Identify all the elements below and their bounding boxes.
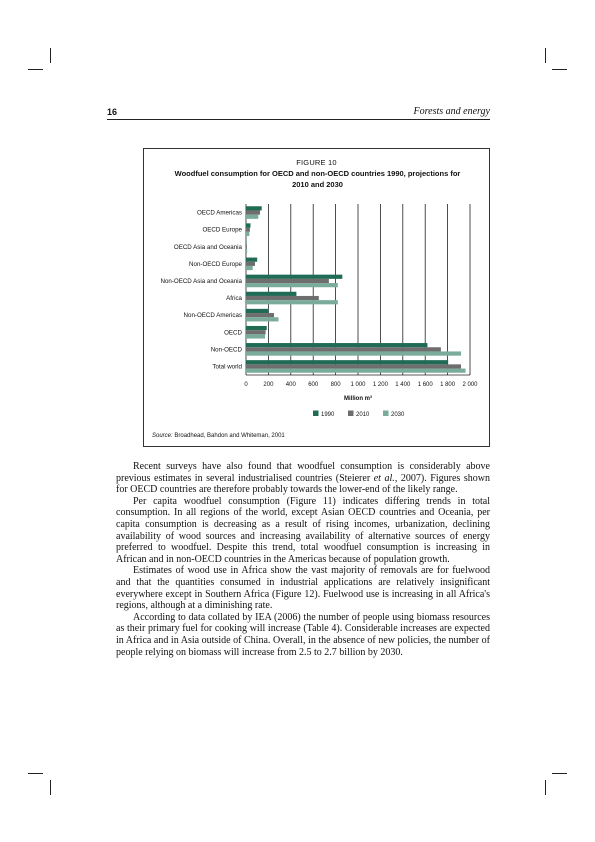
crop-mark-bottom-right-v — [545, 780, 546, 795]
bar-2030 — [246, 334, 265, 338]
x-tick-label: 1 200 — [372, 382, 388, 388]
x-tick-label: 1 400 — [395, 382, 411, 388]
x-tick-label: 600 — [308, 382, 319, 388]
category-label: Non-OECD Asia and Oceania — [160, 277, 242, 285]
category-label: Total world — [212, 363, 242, 371]
crop-mark-bottom-left-v — [50, 780, 51, 795]
bar-2010 — [246, 364, 461, 368]
x-tick-label: 200 — [263, 382, 274, 388]
x-tick-label: 1 600 — [417, 382, 433, 388]
bar-2010 — [246, 279, 329, 283]
figure-source-label: Source: — [152, 433, 173, 439]
bar-2010 — [246, 296, 319, 300]
category-label: OECD Asia and Oceania — [173, 243, 242, 251]
x-tick-label: 1 800 — [440, 382, 456, 388]
running-title: Forests and energy — [413, 106, 490, 117]
bar-2030 — [246, 266, 253, 270]
bar-1990 — [246, 206, 262, 210]
bar-2010 — [246, 228, 250, 232]
bar-1990 — [246, 240, 247, 244]
page-number: 16 — [107, 107, 118, 117]
legend-swatch-2010 — [348, 411, 354, 417]
legend-swatch-2030 — [383, 411, 389, 417]
crop-mark-bottom-left-h — [28, 773, 43, 774]
figure-source-text: Broadhead, Bahdon and Whiteman, 2001 — [174, 433, 285, 439]
paragraph: Estimates of wood use in Africa show the vast majority of removals are for fuelwood and that the quantities consumed in industrial applications are relatively insignificant everywhere except in Southern Africa (Figure 12). Fuelwood use is increasing in all Africa's regions, although at a diminishing rate. — [116, 565, 490, 612]
bar-2010 — [246, 330, 266, 334]
paragraph: According to data collated by IEA (2006) the number of people using biomass resources as their primary fuel for cooking will increase (Table 4). Considerable increases are expected in Africa and in Asia outside of China. Overall, in the absence of new policies, the number of people relying on biomass will increase from 2.5 to 2.7 billion by 2030. — [116, 611, 490, 658]
bar-1990 — [246, 326, 267, 330]
figure-title: Woodfuel consumption for OECD and non-OECD countries 1990, projections for 2010 and 2030 — [174, 169, 461, 189]
bar-1990 — [246, 343, 427, 347]
legend-label: 1990 — [321, 412, 335, 418]
bar-2030 — [246, 351, 461, 355]
x-tick-label: 2 000 — [462, 382, 478, 388]
bar-2010 — [246, 313, 274, 317]
figure-label: FIGURE 10 — [296, 158, 337, 167]
crop-mark-bottom-right-h — [552, 773, 567, 774]
bar-1990 — [246, 258, 257, 262]
crop-mark-top-left-h — [28, 69, 43, 70]
bar-2030 — [246, 232, 249, 236]
x-tick-label: 1 000 — [350, 382, 366, 388]
x-axis-title: Million m³ — [344, 396, 372, 402]
x-tick-label: 800 — [330, 382, 341, 388]
bar-2030 — [246, 369, 466, 373]
bar-2030 — [246, 249, 247, 253]
bar-2010 — [246, 262, 255, 266]
bar-1990 — [246, 360, 448, 364]
et-al-italic: et al. — [373, 472, 395, 484]
legend-swatch-1990 — [313, 411, 319, 417]
bar-1990 — [246, 223, 250, 227]
crop-mark-top-right-h — [552, 69, 567, 70]
legend-label: 2030 — [391, 412, 405, 418]
crop-mark-top-right-v — [545, 48, 546, 63]
paragraph: Per capita woodfuel consumption (Figure 11) indicates differing trends in total consumption. In all regions of the world, except Asian OECD countries and Oceania, per capita consumption is decreasing as a result of rising incomes, urbanization, declining availability of wood sources and increasing availability of alternative sources of energy preferred to woodfuel. Despite this trend, total woodfuel consumption is increasing in African and in non-OECD countries in the Americas because of population growth. — [116, 495, 490, 565]
bar-2010 — [246, 210, 260, 214]
category-label: OECD Europe — [202, 226, 242, 234]
bar-2030 — [246, 300, 338, 304]
bar-2030 — [246, 215, 258, 219]
category-label: Non-OECD Europe — [189, 260, 242, 268]
bar-1990 — [246, 309, 268, 313]
header-rule — [107, 119, 490, 120]
body-text — [116, 461, 490, 658]
paragraph: Recent surveys have also found that woodfuel consumption is considerably above previous estimates in several industrialised countries (Steierer et al., 2007). Figures shown for OECD countries are therefore probably towards the lower-end of the likely range. — [116, 461, 490, 496]
bar-2010 — [246, 347, 441, 351]
woodfuel-bar-chart — [143, 148, 490, 447]
category-label: OECD Americas — [196, 209, 242, 217]
x-tick-label: 0 — [244, 382, 248, 388]
category-label: Africa — [226, 295, 242, 303]
bar-2030 — [246, 317, 278, 321]
bar-1990 — [246, 275, 342, 279]
category-label: Non-OECD — [210, 346, 242, 354]
bar-2010 — [246, 245, 247, 249]
bar-1990 — [246, 292, 296, 296]
bar-2030 — [246, 283, 338, 287]
x-tick-label: 400 — [285, 382, 296, 388]
crop-mark-top-left-v — [50, 48, 51, 63]
category-label: Non-OECD Americas — [183, 312, 242, 320]
legend-label: 2010 — [356, 412, 370, 418]
category-label: OECD — [224, 329, 242, 337]
